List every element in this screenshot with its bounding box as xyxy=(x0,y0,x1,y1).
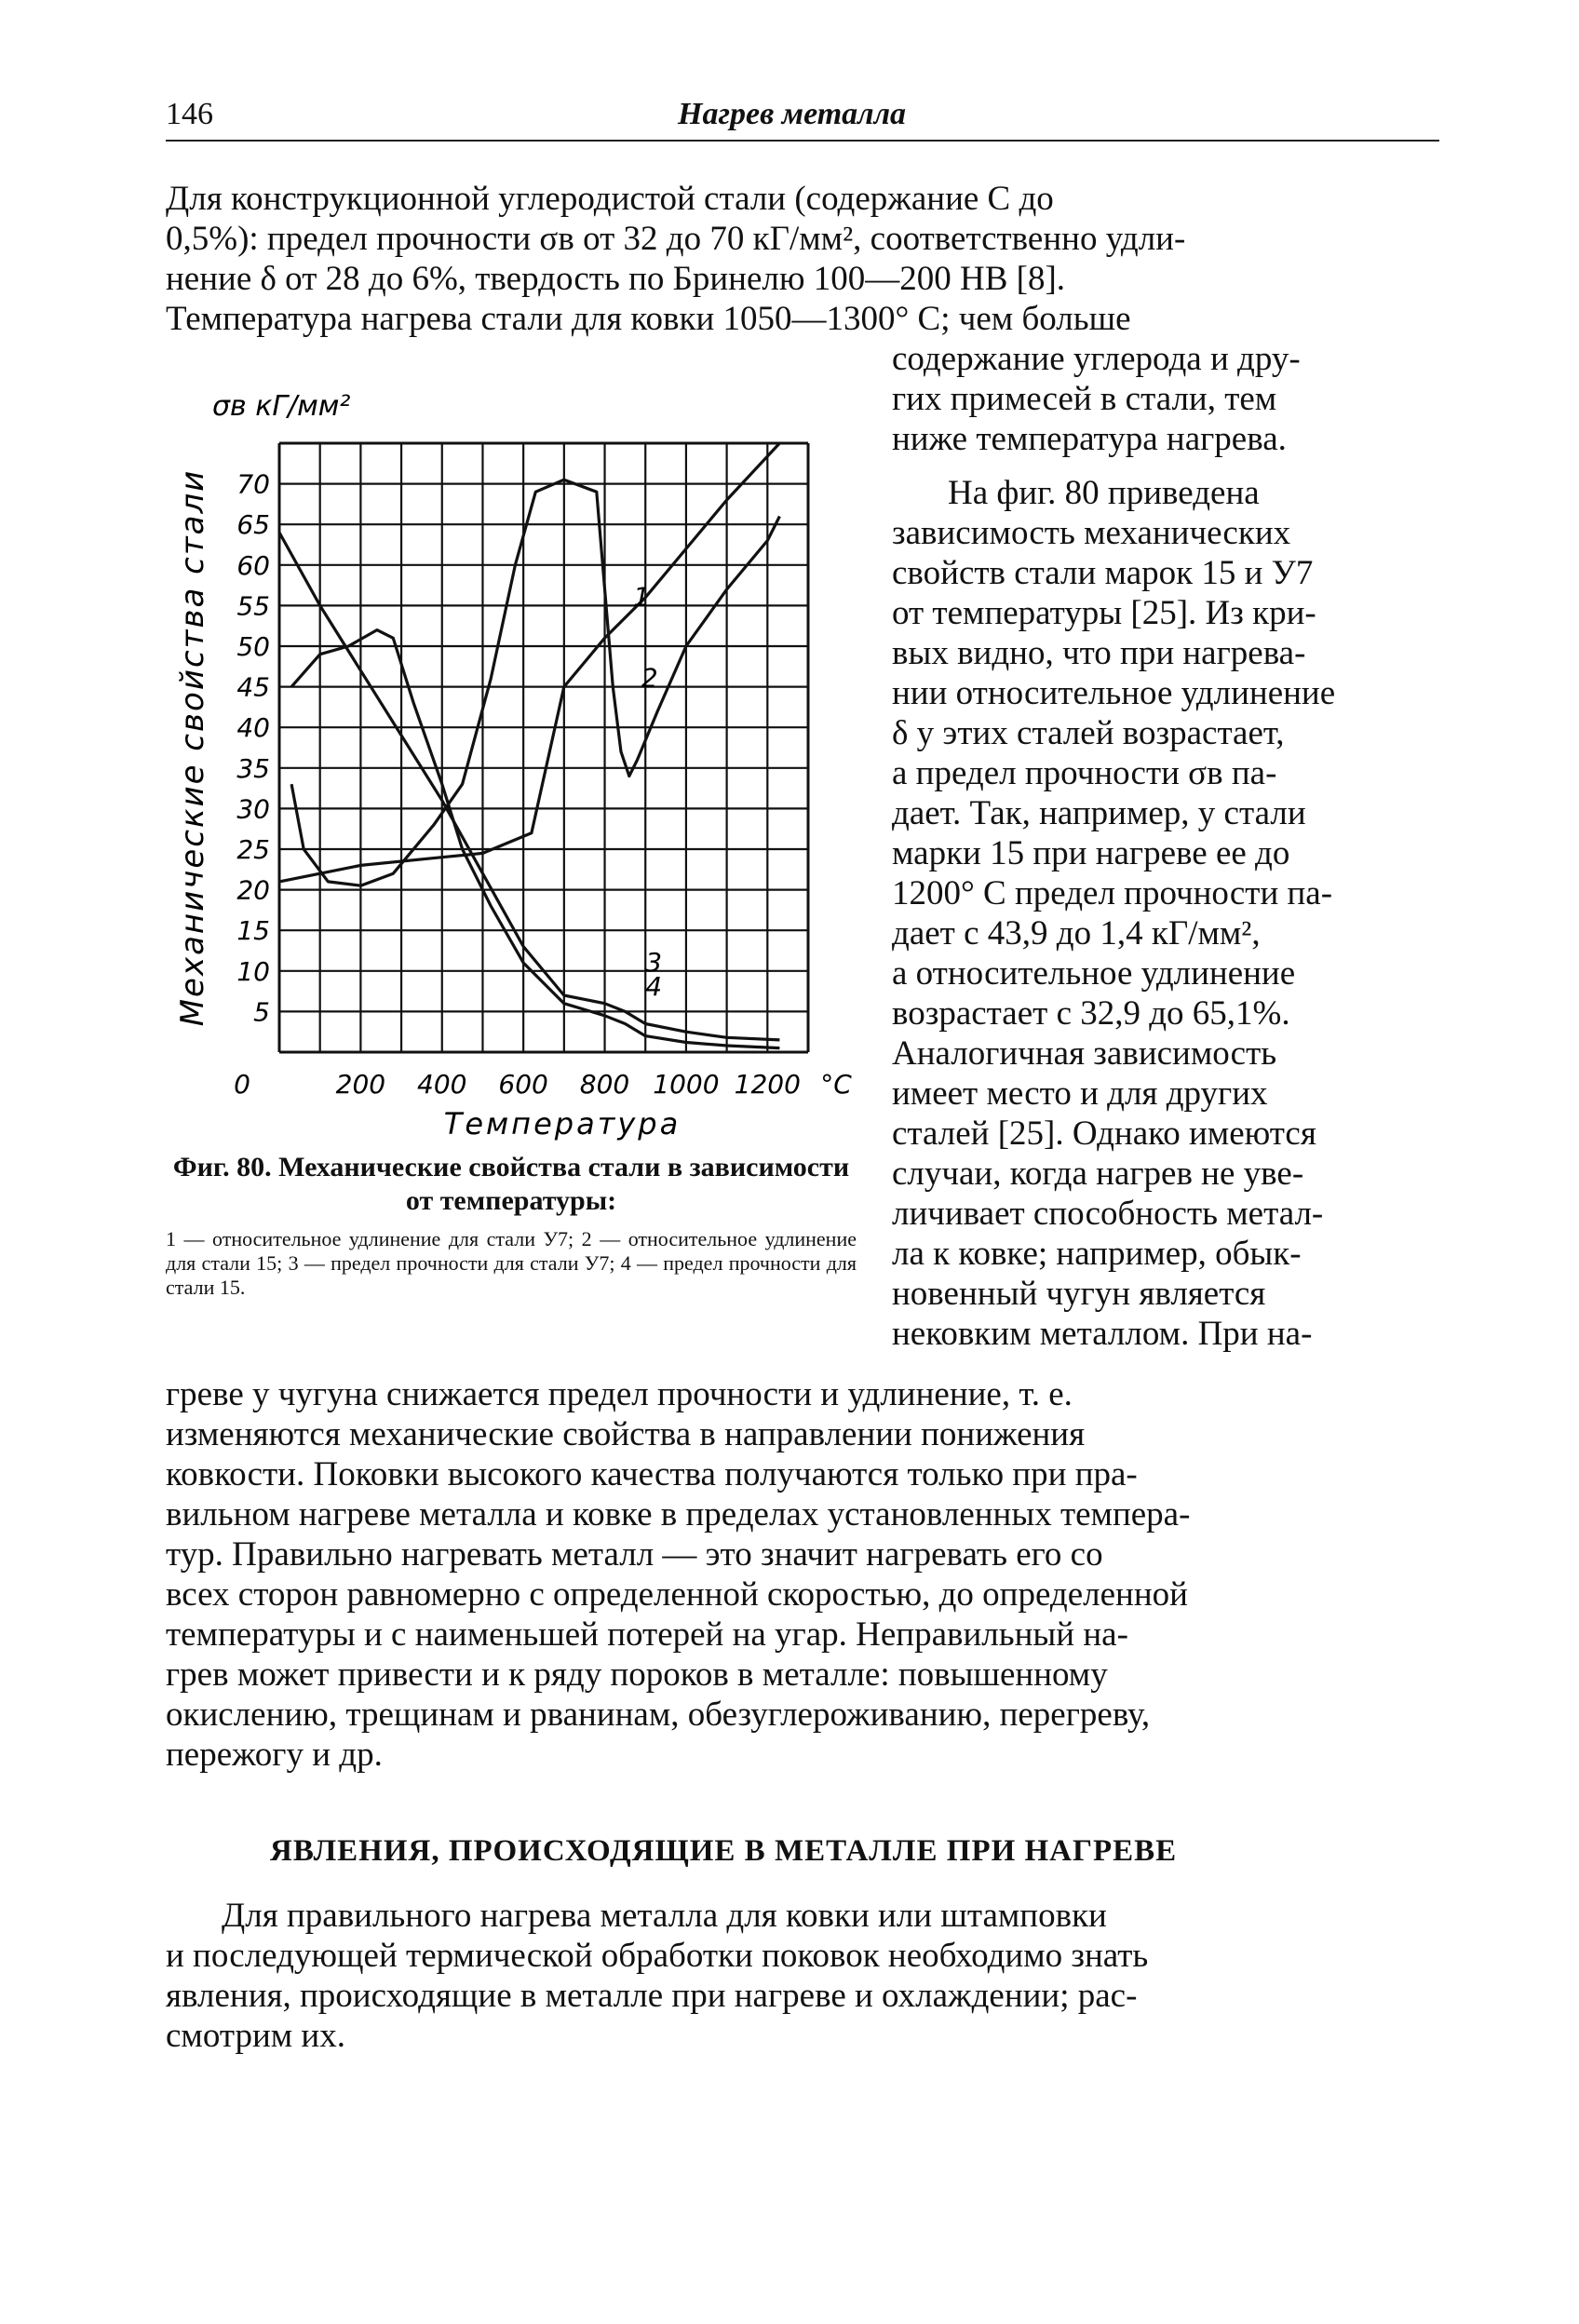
text-line: явления, происходящие в металле при нагреве и охлаждении; рас- xyxy=(166,1977,1138,2015)
text-line: возрастает с 32,9 до 65,1%. xyxy=(892,994,1290,1033)
text-line: Для правильного нагрева металла для ковки или штамповки xyxy=(222,1897,1107,1935)
text-line: случаи, когда нагрев не уве- xyxy=(892,1155,1304,1193)
x-tick-label: 0 xyxy=(234,1069,250,1100)
text-line: от температуры [25]. Из кри- xyxy=(892,594,1316,632)
text-line: Температура нагрева стали для ковки 1050—1300° С; чем больше xyxy=(166,300,1131,338)
text-line: содержание углерода и дру- xyxy=(892,340,1301,378)
text-line: окислению, трещинам и рванинам, обезуглероживанию, перегреву, xyxy=(166,1696,1151,1734)
x-tick-label: 200 xyxy=(335,1069,386,1100)
text-line: гих примесей в стали, тем xyxy=(892,380,1277,418)
text-line: На фиг. 80 приведена xyxy=(948,474,1260,512)
text-line: нековким металлом. При на- xyxy=(892,1315,1313,1353)
series-line-3 xyxy=(279,533,779,1040)
text-line: ниже температура нагрева. xyxy=(892,420,1287,458)
text-line: вых видно, что при нагрева- xyxy=(892,634,1306,672)
paragraph-bottom xyxy=(166,1374,1437,1775)
y-tick-label: 10 xyxy=(236,955,270,987)
series-label-4: 4 xyxy=(645,970,663,1002)
text-line: личивает способность метал- xyxy=(892,1195,1324,1233)
text-line: грев может привести и к ряду пороков в металле: повышенному xyxy=(166,1655,1108,1694)
text-line: свойств стали марок 15 и У7 xyxy=(892,554,1314,592)
text-line: ковкости. Поковки высокого качества получаются только при пра- xyxy=(166,1455,1138,1493)
x-tick-label: 1200 xyxy=(734,1069,801,1100)
text-line: и последующей термической обработки поковок необходимо знать xyxy=(166,1937,1149,1975)
chart-labels xyxy=(174,390,852,1142)
x-tick-label: 400 xyxy=(417,1069,467,1100)
x-tick-label: 1000 xyxy=(653,1069,720,1100)
text-line: смотрим их. xyxy=(166,2017,345,2055)
text-line: дает. Так, например, у стали xyxy=(892,794,1306,832)
section-heading: ЯВЛЕНИЯ, ПРОИСХОДЯЩИЕ В МЕТАЛЛЕ ПРИ НАГРЕВЕ xyxy=(270,1834,1178,1868)
text-line: Для конструкционной углеродистой стали (содержание С до xyxy=(166,180,1054,218)
text-line: сталей [25]. Однако имеются xyxy=(892,1115,1316,1153)
series-line-2 xyxy=(291,480,779,885)
series-line-4 xyxy=(291,630,779,1048)
y-unit-label: σв кГ/мм² xyxy=(212,390,351,423)
text-line: а относительное удлинение xyxy=(892,954,1296,993)
y-tick-label: 70 xyxy=(236,468,270,500)
y-tick-label: 55 xyxy=(236,590,270,622)
y-tick-label: 25 xyxy=(236,834,270,865)
y-tick-label: 35 xyxy=(236,752,270,784)
chart-grid xyxy=(279,443,808,1052)
page-number: 146 xyxy=(166,97,213,131)
y-tick-label: 60 xyxy=(236,549,270,581)
text-line: новенный чугун является xyxy=(892,1275,1266,1313)
y-tick-label: 50 xyxy=(236,631,270,662)
paragraph-top xyxy=(166,179,1437,339)
text-line: всех сторон равномерно с определенной скоростью, до определенной xyxy=(166,1575,1188,1614)
text-line: 1200° С предел прочности па- xyxy=(892,874,1333,912)
series-label-1: 1 xyxy=(633,581,650,613)
text-line: 0,5%): предел прочности σв от 32 до 70 кГ/мм², соответственно удли- xyxy=(166,220,1186,258)
y-axis-label: Механические свойства стали xyxy=(174,468,211,1027)
page-header xyxy=(166,91,1439,142)
y-tick-label: 20 xyxy=(236,874,270,906)
chart-series xyxy=(279,443,779,1048)
running-title: Нагрев металла xyxy=(678,97,907,131)
text-line: марки 15 при нагреве ее до xyxy=(892,834,1290,872)
paragraph-right-2 xyxy=(892,473,1437,1354)
series-label-3: 3 xyxy=(645,946,663,978)
y-tick-label: 45 xyxy=(236,671,270,703)
series-label-2: 2 xyxy=(641,662,658,694)
x-tick-label: 600 xyxy=(498,1069,548,1100)
paragraph-section xyxy=(166,1896,1437,2056)
text-line: температуры и с наименьшей потерей на угар. Неправильный на- xyxy=(166,1615,1128,1654)
figure-caption xyxy=(166,1151,857,1300)
x-unit-label: °С xyxy=(820,1069,852,1100)
text-line: тур. Правильно нагревать металл — это значит нагревать его со xyxy=(166,1535,1103,1574)
text-line: изменяются механические свойства в направлении понижения xyxy=(166,1415,1086,1453)
text-line: дает с 43,9 до 1,4 кГ/мм², xyxy=(892,914,1261,953)
text-line: зависимость механических xyxy=(892,514,1291,552)
y-tick-label: 15 xyxy=(236,915,270,947)
text-line: ла к ковке; например, обык- xyxy=(892,1235,1302,1273)
caption-legend: 1 — относительное удлинение для стали У7; 2 — относительное удлинение для стали 15; 3 — предел прочности для стали У7; 4 — предел прочности для стали 15. xyxy=(166,1227,857,1299)
text-line: вильном нагреве металла и ковке в пределах установленных темпера- xyxy=(166,1495,1191,1534)
text-line: имеет место и для других xyxy=(892,1074,1268,1113)
text-line: нии относительное удлинение xyxy=(892,674,1336,712)
text-line: греве у чугуна снижается предел прочности и удлинение, т. е. xyxy=(166,1375,1073,1413)
y-tick-label: 40 xyxy=(236,712,270,744)
text-line: а предел прочности σв па- xyxy=(892,754,1277,792)
y-tick-label: 5 xyxy=(253,996,270,1028)
text-line: Аналогичная зависимость xyxy=(892,1034,1277,1073)
caption-title: Фиг. 80. Механические свойства стали в зависимости от температуры: xyxy=(172,1152,850,1216)
text-line: пережогу и др. xyxy=(166,1736,383,1774)
x-axis-label: Температура xyxy=(443,1106,682,1142)
text-line: δ у этих сталей возрастает, xyxy=(892,714,1285,752)
figure-80-chart xyxy=(166,382,873,1145)
text-line: нение δ от 28 до 6%, твердость по Бринелю 100—200 HB [8]. xyxy=(166,260,1066,298)
y-tick-label: 30 xyxy=(236,793,270,825)
paragraph-right-1 xyxy=(892,339,1437,459)
y-tick-label: 65 xyxy=(236,509,270,541)
x-tick-label: 800 xyxy=(579,1069,630,1100)
